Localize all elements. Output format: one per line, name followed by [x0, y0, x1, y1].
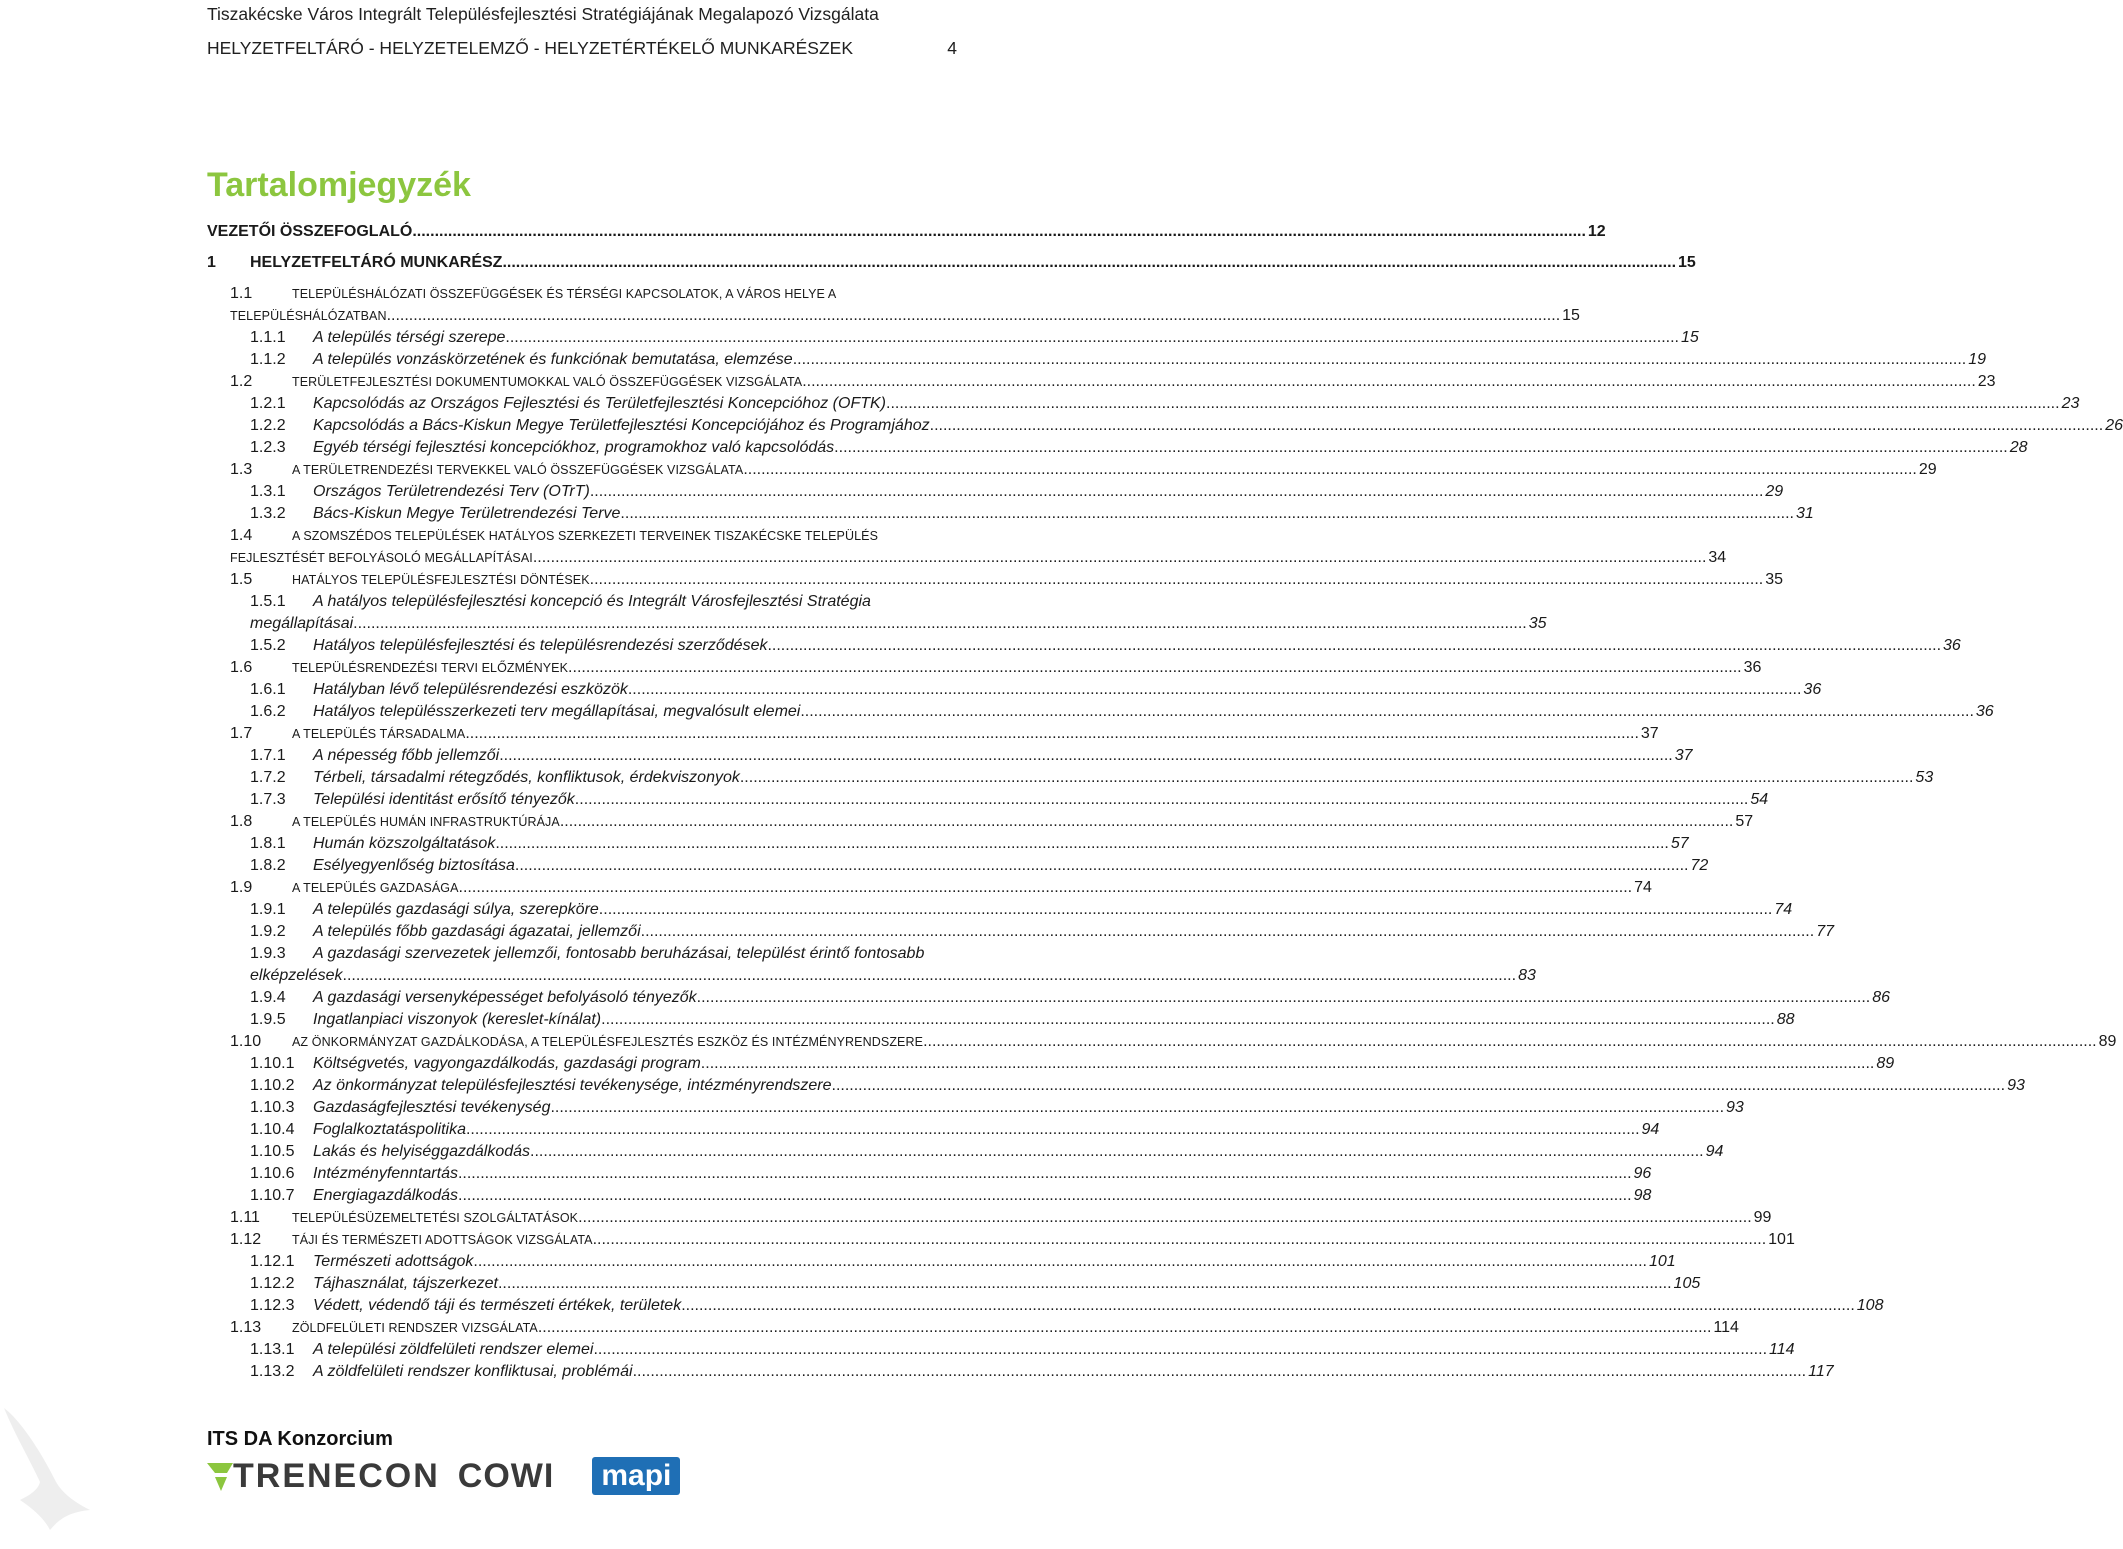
- toc-leader-dots: [633, 1362, 1807, 1382]
- toc-entry-text: Lakás és helyiséggazdálkodás: [313, 1143, 531, 1160]
- toc-entry-text: HELYZETFELTÁRÓ MUNKARÉSZ: [250, 254, 503, 271]
- toc-entry-number: 1.6.2: [250, 703, 286, 720]
- toc-entry-number: 1.8.1: [250, 835, 286, 852]
- toc-entry-number: 1.2.3: [250, 439, 286, 456]
- toc-leader-dots: [498, 1274, 1672, 1294]
- toc-entry[interactable]: [230, 1316, 1739, 1338]
- toc-entry[interactable]: [230, 722, 1659, 744]
- toc-entry-text: A település térségi szerepe: [313, 329, 506, 346]
- toc-entry-page: 31: [1795, 505, 1814, 522]
- toc-entry-text: Kapcsolódás a Bács-Kiskun Megye Területfejlesztési Koncepciójához és Programjához: [313, 417, 930, 434]
- toc-leader-dots: [387, 306, 1561, 326]
- toc-entry-page: 105: [1673, 1275, 1701, 1292]
- toc-entry[interactable]: [250, 590, 957, 612]
- toc-entry-number: 1.12.3: [250, 1297, 295, 1314]
- toc-entry[interactable]: [250, 348, 1987, 370]
- toc-entry-number: 1.12: [230, 1231, 262, 1248]
- toc-entry[interactable]: [207, 251, 1696, 273]
- toc-leader-dots: [495, 834, 1669, 854]
- toc-entry-number: 1.9.2: [250, 923, 286, 940]
- toc-entry[interactable]: [230, 282, 957, 304]
- toc-entry-text: Természeti adottságok: [313, 1253, 474, 1270]
- toc-leader-dots: [353, 614, 1527, 634]
- toc-entry-page: 89: [2098, 1033, 2117, 1050]
- toc-entry-number: 1.1.2: [250, 351, 286, 368]
- toc-entry-number: 1.10.1: [250, 1055, 295, 1072]
- toc-entry-text: Bács-Kiskun Megye Területrendezési Terve: [313, 505, 621, 522]
- toc-entry-page: 108: [1856, 1297, 1884, 1314]
- toc-entry-text: AZ ÖNKORMÁNYZAT GAZDÁLKODÁSA, A TELEPÜLÉSFEJLESZTÉS ESZKÖZ ÉS INTÉZMÉNYRENDSZERE: [292, 1035, 924, 1049]
- toc-leader-dots: [568, 658, 1742, 678]
- toc-entry-number: 1.13.2: [250, 1363, 295, 1380]
- toc-entry-page: 72: [1690, 857, 1709, 874]
- toc-entry-text: Védett, védendő táji és természeti értékek, területek: [313, 1297, 682, 1314]
- toc-entry-number: 1.6.1: [250, 681, 286, 698]
- toc-leader-dots: [767, 636, 1941, 656]
- toc-entry-continuation[interactable]: [250, 964, 1536, 986]
- toc-leader-dots: [641, 922, 1815, 942]
- toc-entry[interactable]: [250, 1162, 1652, 1184]
- toc-leader-dots: [502, 253, 1676, 273]
- toc-entry-text: Intézményfenntartás: [313, 1165, 458, 1182]
- toc-entry-number: 1.1.1: [250, 329, 286, 346]
- toc-entry[interactable]: [250, 1250, 1676, 1272]
- toc-entry[interactable]: [250, 392, 2080, 414]
- toc-entry-number: 1.7: [230, 725, 253, 742]
- toc-entry-text: A TELEPÜLÉS TÁRSADALMA: [292, 727, 466, 741]
- toc-entry-number: 1.7.2: [250, 769, 286, 786]
- toc-entry-page: 57: [1670, 835, 1689, 852]
- toc-entry-page: 98: [1633, 1187, 1652, 1204]
- toc-entry-page: 15: [1680, 329, 1699, 346]
- toc-entry[interactable]: [250, 766, 1934, 788]
- toc-entry-number: 1.3.2: [250, 505, 286, 522]
- toc-leader-dots: [458, 1164, 1632, 1184]
- toc-entry-text: Települési identitást erősítő tényezők: [313, 791, 575, 808]
- cowi-logo: COWI: [457, 1456, 555, 1495]
- toc-leader-dots: [590, 570, 1764, 590]
- toc-leader-dots: [886, 394, 2060, 414]
- toc-leader-dots: [697, 988, 1871, 1008]
- toc-entry-page: 96: [1633, 1165, 1652, 1182]
- toc-entry-number: 1.7.3: [250, 791, 286, 808]
- toc-leader-dots: [575, 790, 1749, 810]
- toc-entry[interactable]: [250, 1052, 1895, 1074]
- toc-entry[interactable]: [250, 1184, 1652, 1206]
- toc-leader-dots: [458, 1186, 1632, 1206]
- toc-leader-dots: [499, 746, 1673, 766]
- toc-entry-page: 28: [2009, 439, 2028, 456]
- toc-entry[interactable]: [250, 788, 1769, 810]
- toc-entry-text: Az önkormányzat településfejlesztési tevékenysége, intézményrendszere: [313, 1077, 832, 1094]
- trenecon-logo: TRENECON: [233, 1456, 440, 1495]
- toc-leader-dots: [681, 1296, 1855, 1316]
- toc-leader-dots: [412, 222, 1586, 242]
- toc-entry-number: 1.5.1: [250, 593, 286, 610]
- toc-entry-page: 83: [1518, 967, 1536, 984]
- toc-entry-text: TELEPÜLÉSHÁLÓZATBAN: [230, 309, 387, 323]
- toc-entry[interactable]: [230, 1030, 2117, 1052]
- toc-leader-dots: [590, 482, 1764, 502]
- toc-entry-page: 101: [1768, 1231, 1795, 1248]
- toc-entry-page: 35: [1528, 615, 1547, 632]
- toc-entry[interactable]: [250, 502, 1814, 524]
- toc-entry[interactable]: [250, 1360, 1834, 1382]
- toc-leader-dots: [599, 900, 1773, 920]
- toc-entry-number: 1.10.6: [250, 1165, 295, 1182]
- toc-entry[interactable]: [230, 810, 1754, 832]
- toc-leader-dots: [465, 724, 1639, 744]
- toc-entry-number: 1.10.7: [250, 1187, 295, 1204]
- toc-entry-text: elképzelések: [250, 967, 343, 984]
- toc-entry[interactable]: [230, 524, 957, 546]
- toc-entry-text: Hatályos településszerkezeti terv megállapításai, megvalósult elemei: [313, 703, 801, 720]
- toc-leader-dots: [800, 702, 1974, 722]
- toc-entry[interactable]: [230, 370, 1996, 392]
- toc-leader-dots: [505, 328, 1679, 348]
- toc-entry-text: A települési zöldfelületi rendszer elemei: [313, 1341, 594, 1358]
- toc-entry-page: 93: [2007, 1077, 2025, 1094]
- toc-entry-text: HATÁLYOS TELEPÜLÉSFEJLESZTÉSI DÖNTÉSEK: [292, 573, 590, 587]
- toc-entry-page: 15: [1562, 307, 1580, 324]
- toc-entry-text: A település főbb gazdasági ágazatai, jellemzői: [313, 923, 641, 940]
- toc-entry-number: 1.2.1: [250, 395, 286, 412]
- toc-entry[interactable]: [230, 458, 1937, 480]
- toc-entry-page: 37: [1674, 747, 1693, 764]
- toc-entry-text: Hatályban lévő településrendezési eszközök: [313, 681, 628, 698]
- toc-leader-dots: [701, 1054, 1875, 1074]
- toc-entry-text: TELEPÜLÉSHÁLÓZATI ÖSSZEFÜGGÉSEK ÉS TÉRSÉGI KAPCSOLATOK, A VÁROS HELYE A: [292, 287, 837, 301]
- toc-entry-page: 94: [1705, 1143, 1724, 1160]
- toc-entry-text: Térbeli, társadalmi rétegződés, konfliktusok, érdekviszonyok: [313, 769, 740, 786]
- toc-entry-number: 1.4: [230, 527, 253, 544]
- toc-entry-number: 1.12.2: [250, 1275, 295, 1292]
- toc-leader-dots: [802, 372, 1976, 392]
- toc-leader-dots: [601, 1010, 1775, 1030]
- toc-title: Tartalomjegyzék: [207, 166, 471, 204]
- toc-entry-text: Gazdaságfejlesztési tevékenység: [313, 1099, 551, 1116]
- toc-entry-number: 1.8.2: [250, 857, 286, 874]
- toc-entry-page: 34: [1708, 549, 1727, 566]
- toc-entry-number: 1.9.1: [250, 901, 286, 918]
- toc-entry-page: 23: [1977, 373, 1996, 390]
- toc-entry-page: 15: [1678, 254, 1696, 271]
- toc-entry-text: TERÜLETFEJLESZTÉSI DOKUMENTUMOKKAL VALÓ ÖSSZEFÜGGÉSEK VIZSGÁLATA: [292, 375, 803, 389]
- toc-entry-text: A gazdasági versenyképességet befolyásoló tényezők: [313, 989, 697, 1006]
- toc-entry-page: 57: [1735, 813, 1754, 830]
- toc-entry-page: 36: [1975, 703, 1994, 720]
- toc-entry[interactable]: [250, 634, 1961, 656]
- toc-entry-number: 1: [207, 254, 216, 271]
- toc-entry-page: 74: [1634, 879, 1652, 896]
- toc-entry-text: A TERÜLETRENDEZÉSI TERVEKKEL VALÓ ÖSSZEFÜGGÉSEK VIZSGÁLATA: [292, 463, 744, 477]
- toc-entry-number: 1.13: [230, 1319, 262, 1336]
- toc-entry[interactable]: [250, 1338, 1795, 1360]
- toc-leader-dots: [533, 548, 1707, 568]
- toc-leader-dots: [930, 416, 2104, 436]
- toc-entry-page: 86: [1872, 989, 1891, 1006]
- toc-entry-text: FEJLESZTÉSÉT BEFOLYÁSOLÓ MEGÁLLAPÍTÁSAI: [230, 551, 533, 565]
- toc-entry[interactable]: [250, 1096, 1744, 1118]
- toc-entry-number: 1.5: [230, 571, 253, 588]
- toc-entry[interactable]: [250, 744, 1693, 766]
- toc-leader-dots: [530, 1142, 1704, 1162]
- toc-entry-number: 1.13.1: [250, 1341, 295, 1358]
- toc-entry-page: 99: [1753, 1209, 1772, 1226]
- toc-entry[interactable]: [250, 920, 1834, 942]
- toc-entry-page: 12: [1587, 223, 1606, 240]
- toc-entry-text: Költségvetés, vagyongazdálkodás, gazdasági program: [313, 1055, 701, 1072]
- toc-entry[interactable]: [230, 656, 1762, 678]
- toc-entry[interactable]: [230, 1228, 1795, 1250]
- toc-entry-page: 117: [1808, 1363, 1834, 1380]
- toc-entry-page: 53: [1915, 769, 1934, 786]
- toc-entry-page: 54: [1750, 791, 1769, 808]
- toc-entry-number: 1.10: [230, 1033, 262, 1050]
- toc-leader-dots: [515, 856, 1689, 876]
- toc-entry-page: 35: [1765, 571, 1783, 588]
- toc-entry[interactable]: [250, 1294, 1884, 1316]
- toc-entry[interactable]: [250, 1008, 1795, 1030]
- toc-entry-page: 19: [1968, 351, 1987, 368]
- toc-entry-page: 36: [1803, 681, 1822, 698]
- toc-entry-text: Energiagazdálkodás: [313, 1187, 458, 1204]
- toc-leader-dots: [560, 812, 1734, 832]
- toc-entry-page: 36: [1743, 659, 1762, 676]
- toc-leader-dots: [793, 350, 1967, 370]
- toc-leader-dots: [343, 966, 1517, 986]
- toc-leader-dots: [834, 438, 2008, 458]
- toc-entry-number: 1.10.5: [250, 1143, 295, 1160]
- toc-leader-dots: [473, 1252, 1647, 1272]
- toc-entry-text: Egyéb térségi fejlesztési koncepciókhoz, programokhoz való kapcsolódás: [313, 439, 835, 456]
- toc-entry-number: 1.3: [230, 461, 253, 478]
- toc-entry-page: 114: [1769, 1341, 1795, 1358]
- toc-entry-text: A népesség főbb jellemzői: [313, 747, 500, 764]
- toc-entry-page: 114: [1713, 1319, 1739, 1336]
- mapi-logo: mapi: [592, 1457, 680, 1495]
- toc-leader-dots: [628, 680, 1802, 700]
- toc-entry-number: 1.12.1: [250, 1253, 295, 1270]
- toc-entry[interactable]: [250, 480, 1784, 502]
- toc-entry-text: Tájhasználat, tájszerkezet: [313, 1275, 498, 1292]
- toc-entry-text: ZÖLDFELÜLETI RENDSZER VIZSGÁLATA: [292, 1321, 538, 1335]
- toc-entry-number: 1.10.3: [250, 1099, 295, 1116]
- toc-entry-page: 29: [1918, 461, 1937, 478]
- toc-leader-dots: [550, 1098, 1724, 1118]
- toc-leader-dots: [578, 1208, 1752, 1228]
- toc-entry-number: 1.1: [230, 285, 253, 302]
- toc-entry-text: A település vonzáskörzetének és funkciónak bemutatása, elemzése: [313, 351, 793, 368]
- document-header-subtitle: [207, 38, 957, 59]
- toc-entry[interactable]: [250, 1272, 1701, 1294]
- toc-entry-text: A SZOMSZÉDOS TELEPÜLÉSEK HATÁLYOS SZERKEZETI TERVEINEK TISZAKÉCSKE TELEPÜLÉS: [292, 529, 879, 543]
- toc-entry-number: 1.7.1: [250, 747, 286, 764]
- toc-leader-dots: [923, 1032, 2097, 1052]
- toc-entry-continuation[interactable]: [250, 612, 1547, 634]
- page-number: 4: [947, 38, 957, 58]
- toc-entry-page: 88: [1776, 1011, 1795, 1028]
- toc-entry-page: 101: [1648, 1253, 1676, 1270]
- toc-entry-text: TELEPÜLÉSÜZEMELTETÉSI SZOLGÁLTATÁSOK: [292, 1211, 579, 1225]
- toc-leader-dots: [538, 1318, 1712, 1338]
- toc-entry-page: 93: [1726, 1099, 1744, 1116]
- toc-leader-dots: [740, 768, 1914, 788]
- toc-entry-number: 1.11: [230, 1209, 260, 1226]
- toc-leader-dots: [593, 1340, 1767, 1360]
- toc-entry-continuation[interactable]: [230, 546, 1727, 568]
- toc-entry-text: A hatályos településfejlesztési koncepció és Integrált Városfejlesztési Stratégia: [313, 593, 871, 610]
- toc-entry-text: Humán közszolgáltatások: [313, 835, 496, 852]
- document-header-title: Tiszakécske Város Integrált Településfejlesztési Stratégiájának Megalapozó Vizsgálata: [207, 4, 879, 24]
- toc-entry-text: Ingatlanpiaci viszonyok (kereslet-kínálat): [313, 1011, 602, 1028]
- toc-leader-dots: [593, 1230, 1767, 1250]
- partner-logos: [207, 1456, 680, 1496]
- toc-entry-text: TÁJI ÉS TERMÉSZETI ADOTTSÁGOK VIZSGÁLATA: [292, 1233, 593, 1247]
- toc-entry-number: 1.9.3: [250, 945, 286, 962]
- toc-entry-text: A TELEPÜLÉS HUMÁN INFRASTRUKTÚRÁJA: [292, 815, 560, 829]
- toc-entry-number: 1.9: [230, 879, 253, 896]
- toc-leader-dots: [459, 878, 1633, 898]
- toc-entry-text: VEZETŐI ÖSSZEFOGLALÓ: [207, 223, 413, 240]
- toc-entry[interactable]: [230, 1206, 1772, 1228]
- toc-entry-page: 94: [1641, 1121, 1660, 1138]
- toc-entry-page: 37: [1640, 725, 1659, 742]
- toc-entry-number: 1.3.1: [250, 483, 286, 500]
- toc-entry[interactable]: [230, 568, 1783, 590]
- trenecon-arrow-icon: [207, 1459, 233, 1493]
- toc-entry-text: Kapcsolódás az Országos Fejlesztési és Területfejlesztési Koncepcióhoz (OFTK): [313, 395, 886, 412]
- toc-entry-text: megállapításai: [250, 615, 354, 632]
- toc-entry[interactable]: [250, 1140, 1724, 1162]
- toc-entry-text: Foglalkoztatáspolitika: [313, 1121, 466, 1138]
- toc-entry-page: 26: [2105, 417, 2123, 434]
- toc-entry[interactable]: [250, 700, 1994, 722]
- toc-entry-number: 1.5.2: [250, 637, 286, 654]
- toc-entry[interactable]: [250, 898, 1793, 920]
- toc-entry[interactable]: [250, 436, 2028, 458]
- toc-leader-dots: [620, 504, 1794, 524]
- toc-entry[interactable]: [250, 678, 1822, 700]
- toc-entry[interactable]: [250, 854, 1709, 876]
- bird-watermark-icon: [0, 1400, 120, 1549]
- toc-entry-page: 36: [1943, 637, 1961, 654]
- toc-entry-text: A gazdasági szervezetek jellemzői, fontosabb beruházásai, települést érintő fontosabb: [313, 945, 925, 962]
- toc-entry-text: A zöldfelületi rendszer konfliktusai, problémái: [313, 1363, 633, 1380]
- toc-leader-dots: [743, 460, 1917, 480]
- toc-entry-number: 1.9.4: [250, 989, 286, 1006]
- header-subtitle-text: HELYZETFELTÁRÓ - HELYZETELEMZŐ - HELYZETÉRTÉKELŐ MUNKARÉSZEK: [207, 38, 853, 58]
- consortium-name: ITS DA Konzorcium: [207, 1428, 393, 1450]
- toc-entry-number: 1.9.5: [250, 1011, 286, 1028]
- toc-entry-number: 1.10.2: [250, 1077, 295, 1094]
- toc-entry-text: Esélyegyenlőség biztosítása: [313, 857, 515, 874]
- toc-entry[interactable]: [230, 876, 1652, 898]
- toc-entry-text: TELEPÜLÉSRENDEZÉSI TERVI ELŐZMÉNYEK: [292, 661, 569, 675]
- toc-entry-text: A település gazdasági súlya, szerepköre: [313, 901, 599, 918]
- toc-entry-number: 1.2: [230, 373, 253, 390]
- toc-entry-text: A TELEPÜLÉS GAZDASÁGA: [292, 881, 459, 895]
- toc-entry-number: 1.10.4: [250, 1121, 295, 1138]
- toc-entry[interactable]: [250, 1118, 1660, 1140]
- toc-entry[interactable]: [207, 220, 1606, 242]
- toc-entry-page: 74: [1774, 901, 1793, 918]
- toc-entry-page: 23: [2061, 395, 2080, 412]
- toc-entry-number: 1.8: [230, 813, 253, 830]
- toc-entry[interactable]: [250, 414, 2123, 436]
- toc-entry-continuation[interactable]: [230, 304, 1580, 326]
- toc-entry[interactable]: [250, 986, 1891, 1008]
- toc-leader-dots: [832, 1076, 2006, 1096]
- toc-entry[interactable]: [250, 1074, 2025, 1096]
- toc-entry-page: 29: [1765, 483, 1784, 500]
- toc-entry[interactable]: [250, 326, 1699, 348]
- toc-entry-number: 1.2.2: [250, 417, 286, 434]
- toc-entry-text: Hatályos településfejlesztési és településrendezési szerződések: [313, 637, 768, 654]
- toc-entry[interactable]: [250, 832, 1689, 854]
- toc-entry-text: Országos Területrendezési Terv (OTrT): [313, 483, 590, 500]
- toc-entry-page: 77: [1816, 923, 1834, 940]
- toc-entry[interactable]: [250, 942, 957, 964]
- toc-entry-page: 89: [1876, 1055, 1895, 1072]
- toc-entry-number: 1.6: [230, 659, 253, 676]
- toc-leader-dots: [466, 1120, 1640, 1140]
